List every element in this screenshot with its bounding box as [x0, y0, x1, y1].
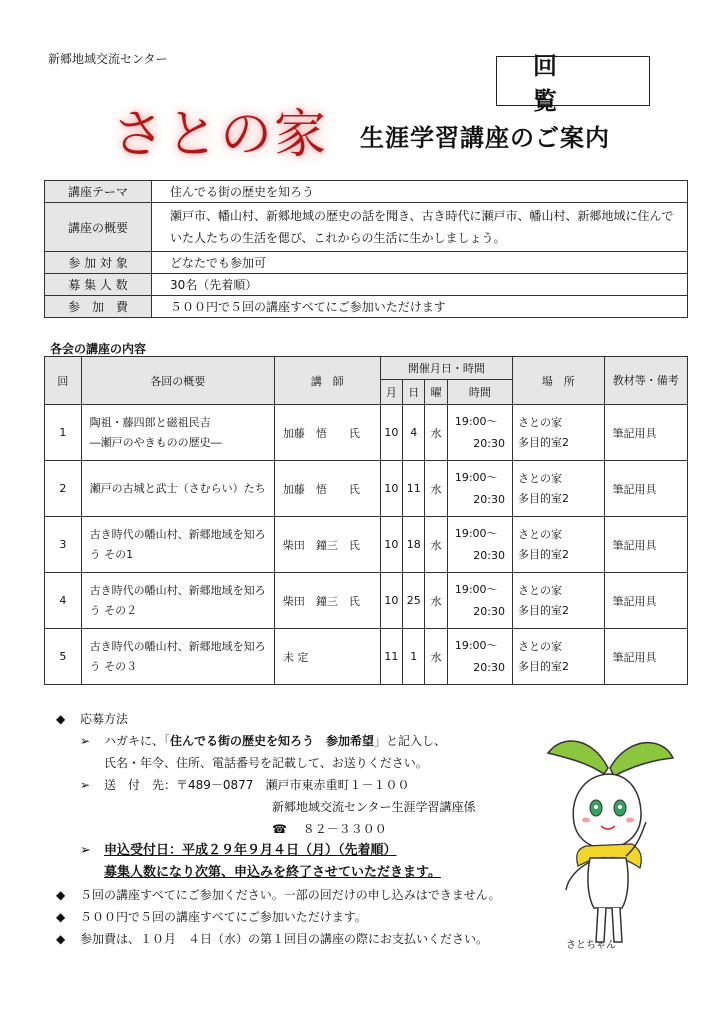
row-place — [512, 573, 604, 629]
row-month: 10 — [380, 573, 402, 629]
row-start: 19:00～ — [454, 638, 498, 652]
note2: ５００円で５回の講座すべてにご参加いただけます。 — [80, 910, 367, 924]
table-row — [45, 629, 688, 685]
row-month: 10 — [380, 461, 402, 517]
table-row — [45, 517, 688, 573]
diamond-bullet-icon: ◆ — [56, 888, 66, 902]
row-notes: 筆記用具 — [604, 573, 687, 629]
header-month: 月 — [380, 380, 402, 405]
row-lecturer: 柴田 鐘三 氏 — [274, 573, 380, 629]
info-key: 講座テーマ — [45, 181, 152, 203]
row-time — [447, 461, 512, 517]
row-notes: 筆記用具 — [604, 461, 687, 517]
row-weekday: 水 — [425, 573, 447, 629]
satonoie-logo: さとの家 — [112, 105, 329, 165]
note3-row — [56, 928, 576, 950]
apply-send-to: 新郷地域交流センター生涯学習講座係 — [272, 800, 476, 814]
row-no: 1 — [45, 405, 82, 461]
row-weekday: 水 — [425, 517, 447, 573]
row-day: 18 — [403, 517, 425, 573]
arrow-bullet-icon: ➢ — [80, 778, 91, 792]
apply-line2: 氏名・年令、住所、電話番号を記載して、お送りください。 — [104, 756, 428, 770]
satochan-mascot-icon — [538, 728, 678, 958]
row-lecturer: 加藤 悟 氏 — [274, 461, 380, 517]
row-notes: 筆記用具 — [604, 517, 687, 573]
info-value: どなたでも参加可 — [152, 252, 688, 274]
row-lecturer: 加藤 悟 氏 — [274, 405, 380, 461]
apply-heading: 応募方法 — [80, 712, 129, 726]
note1-row — [56, 884, 576, 906]
table-row — [45, 461, 688, 517]
row-month: 11 — [380, 629, 402, 685]
row-day: 4 — [403, 405, 425, 461]
row-no: 3 — [45, 517, 82, 573]
row-day: 1 — [403, 629, 425, 685]
info-row-capacity — [45, 274, 688, 296]
header-time: 時間 — [447, 380, 512, 405]
row-weekday: 水 — [425, 461, 447, 517]
row-lecturer: 柴田 鐘三 氏 — [274, 517, 380, 573]
apply-send-row — [56, 774, 576, 796]
page-title: 生涯学習講座のご案内 — [360, 124, 610, 152]
row-no: 5 — [45, 629, 82, 685]
info-value: 住んでる街の歴史を知ろう — [152, 181, 688, 203]
row-end: 20:30 — [473, 548, 505, 562]
info-value: ５００円で５回の講座すべてにご参加いただけます — [152, 296, 688, 318]
header-no: 回 — [45, 357, 82, 405]
row-no: 4 — [45, 573, 82, 629]
row-summary: 古き時代の幡山村、新郷地域を知ろう その1 — [81, 517, 274, 573]
apply-send-label: 送 付 先：〒489－0877 瀬戸市東赤重町１－１００ — [104, 778, 410, 792]
course-info-table — [44, 180, 688, 318]
info-key: 募 集 人 数 — [45, 274, 152, 296]
header-place: 場 所 — [512, 357, 604, 405]
schedule-table — [44, 356, 688, 685]
row-summary: 古き時代の幡山村、新郷地域を知ろう その２ — [81, 573, 274, 629]
row-end: 20:30 — [473, 436, 505, 450]
info-value: 30名（先着順） — [152, 274, 688, 296]
row-lecturer: 未 定 — [274, 629, 380, 685]
mascot-label: さとちゃん — [566, 940, 616, 951]
row-place1: さとの家 — [517, 471, 562, 485]
row-end: 20:30 — [473, 604, 505, 618]
apply-heading-row — [56, 708, 576, 730]
apply-deadline2: 募集人数になり次第、申込みを終了させていただきます。 — [104, 865, 441, 880]
info-key: 参 加 対 象 — [45, 252, 152, 274]
row-weekday: 水 — [425, 629, 447, 685]
row-place — [512, 405, 604, 461]
apply-line1a: ハガキに、「 — [104, 734, 171, 748]
apply-phone-row — [56, 818, 576, 840]
note2-row — [56, 906, 576, 928]
row-time — [447, 517, 512, 573]
schedule-header-row — [45, 357, 688, 380]
diamond-bullet-icon: ◆ — [56, 910, 66, 924]
apply-phone: ８２－３３００ — [302, 822, 387, 836]
row-place2: 多目的室2 — [517, 659, 569, 673]
application-section — [56, 708, 576, 950]
row-end: 20:30 — [473, 660, 505, 674]
row-place2: 多目的室2 — [517, 491, 569, 505]
row-weekday: 水 — [425, 405, 447, 461]
info-row-summary — [45, 203, 688, 252]
row-summary: 瀬戸の古城と武士（さむらい）たち — [81, 461, 274, 517]
table-row — [45, 573, 688, 629]
apply-line1 — [56, 730, 576, 752]
circulation-stamp: 回 覧 — [496, 56, 650, 106]
info-row-target — [45, 252, 688, 274]
row-start: 19:00～ — [454, 526, 498, 540]
header-day: 日 — [403, 380, 425, 405]
info-key: 参 加 費 — [45, 296, 152, 318]
row-notes: 筆記用具 — [604, 405, 687, 461]
row-place2: 多目的室2 — [517, 435, 569, 449]
row-day: 25 — [403, 573, 425, 629]
apply-deadline: 申込受付日：平成２９年９月４日（月）（先着順） — [104, 843, 397, 858]
row-place1: さとの家 — [517, 415, 562, 429]
row-day: 11 — [403, 461, 425, 517]
row-start: 19:00～ — [454, 414, 498, 428]
row-time — [447, 405, 512, 461]
row-place1: さとの家 — [517, 527, 562, 541]
header-notes: 教材等・備考 — [604, 357, 687, 405]
info-row-theme — [45, 181, 688, 203]
row-start: 19:00～ — [454, 582, 498, 596]
note1: ５回の講座すべてにご参加ください。一部の回だけの申し込みはできません。 — [80, 888, 501, 902]
row-time — [447, 629, 512, 685]
table-row — [45, 405, 688, 461]
row-place1: さとの家 — [517, 639, 562, 653]
note3: 参加費は、１０月 ４日（水）の第１回目の講座の際にお支払いください。 — [80, 932, 489, 946]
diamond-bullet-icon: ◆ — [56, 932, 66, 946]
header-summary: 各回の概要 — [81, 357, 274, 405]
row-place — [512, 461, 604, 517]
header-weekday: 曜 — [425, 380, 447, 405]
row-month: 10 — [380, 517, 402, 573]
row-place1: さとの家 — [517, 583, 562, 597]
row-place — [512, 517, 604, 573]
row-no: 2 — [45, 461, 82, 517]
apply-line1c: 」と記入し、 — [374, 734, 447, 748]
apply-line1b: 住んでる街の歴史を知ろう 参加希望 — [170, 734, 375, 748]
info-key: 講座の概要 — [45, 203, 152, 252]
row-place2: 多目的室2 — [517, 603, 569, 617]
phone-icon: ☎ — [272, 822, 287, 836]
row-start: 19:00～ — [454, 470, 498, 484]
row-end: 20:30 — [473, 492, 505, 506]
info-row-fee — [45, 296, 688, 318]
row-time — [447, 573, 512, 629]
row-place2: 多目的室2 — [517, 547, 569, 561]
header-date: 開催月日・時間 — [380, 357, 512, 380]
diamond-bullet-icon: ◆ — [56, 712, 66, 726]
info-value: 瀬戸市、幡山村、新郷地域の歴史の話を聞き、古き時代に瀬戸市、幡山村、新郷地域に住んでいた人たちの生活を偲び、これからの生活に生かしましょう。 — [152, 203, 688, 252]
apply-deadline-row — [56, 840, 576, 862]
header-lecturer: 講 師 — [274, 357, 380, 405]
organization-name: 新郷地域交流センター — [48, 52, 168, 66]
row-month: 10 — [380, 405, 402, 461]
row-summary: 陶祖・藤四郎と磁祖民吉 ―瀬戸のやきものの歴史― — [81, 405, 274, 461]
row-notes: 筆記用具 — [604, 629, 687, 685]
row-summary: 古き時代の幡山村、新郷地域を知ろう その３ — [81, 629, 274, 685]
arrow-bullet-icon: ➢ — [80, 843, 91, 858]
arrow-bullet-icon: ➢ — [80, 734, 91, 748]
schedule-title: 各会の講座の内容 — [50, 342, 147, 356]
row-place — [512, 629, 604, 685]
